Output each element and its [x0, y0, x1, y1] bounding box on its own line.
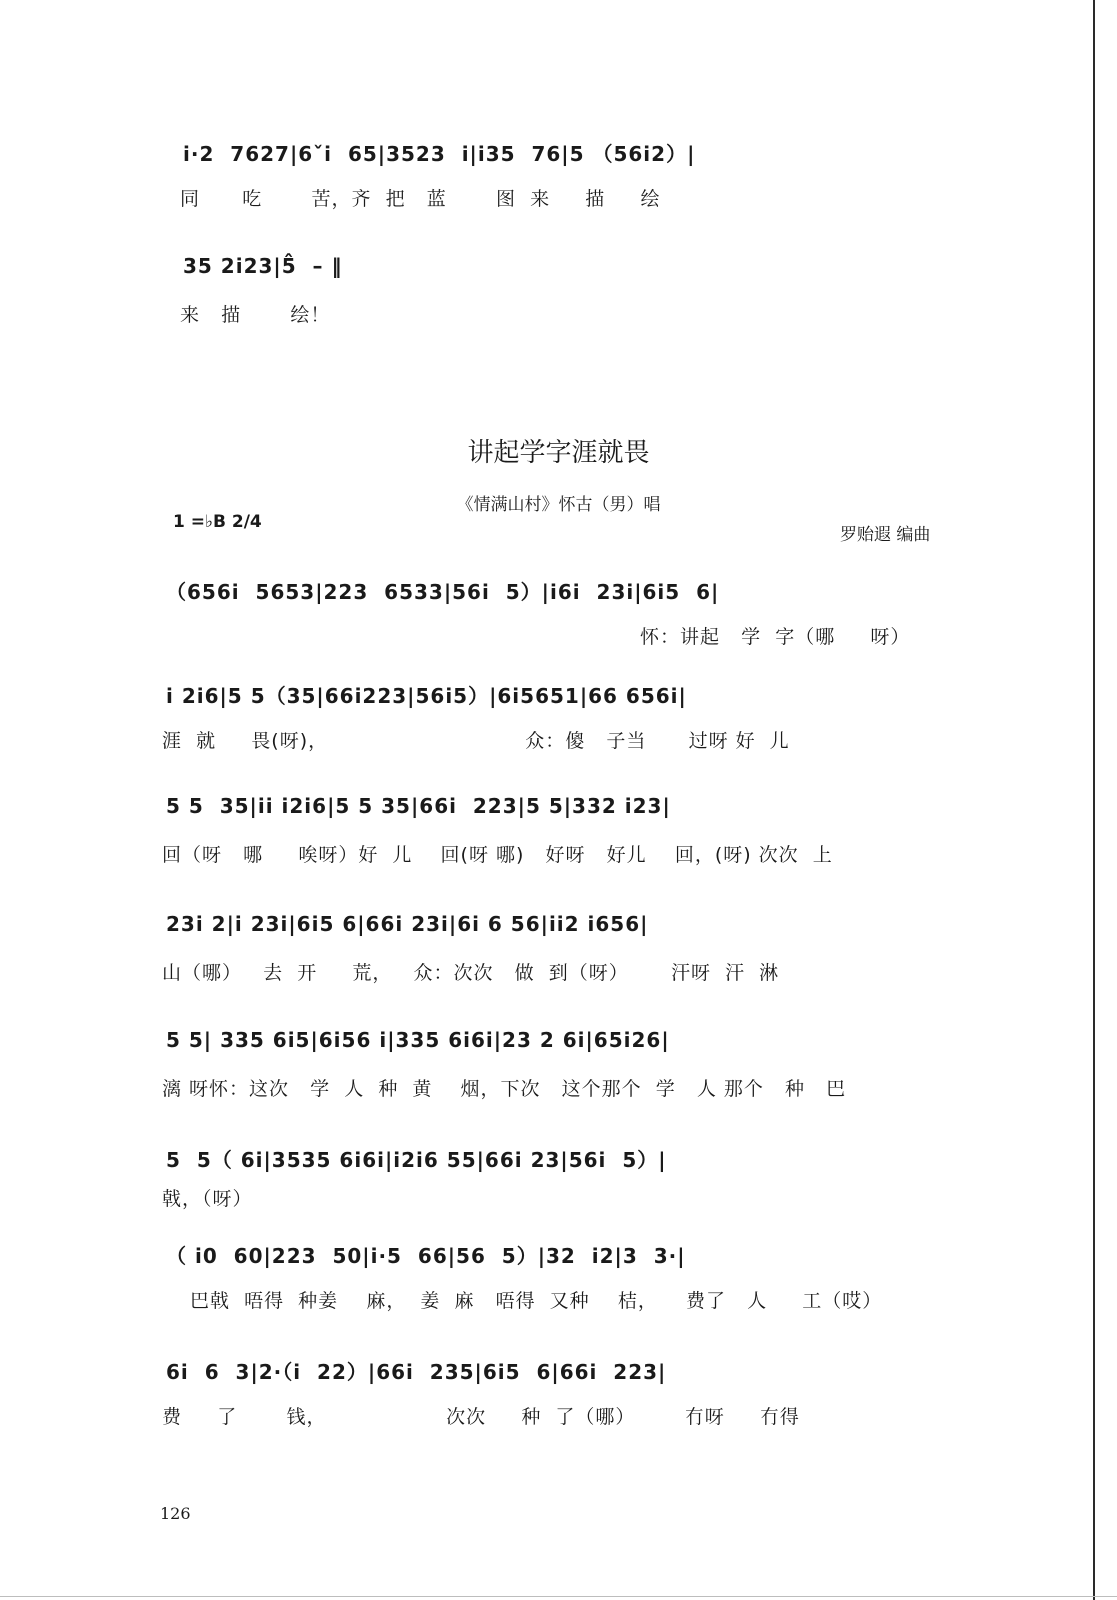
- jianpu-notes: 6i 6 3|2·（i 22）|66i 235|6i5 6|66i 223|: [166, 1360, 667, 1384]
- jianpu-notes: 35 2i23|5̂ – ‖: [183, 254, 343, 278]
- lyrics: 同 吃 苦，齐 把 蓝 图 来 描 绘: [180, 188, 661, 210]
- song-title: 讲起学字涯就畏: [467, 438, 650, 468]
- lyrics: 山（哪） 去 开 荒， 众：次次 做 到（呀） 汗呀 汗 淋: [162, 962, 780, 984]
- lyrics: 回（呀 哪 唉呀）好 儿 回(呀 哪) 好呀 好儿 回，(呀) 次次 上: [162, 844, 833, 866]
- jianpu-notes: 23i 2|i 23i|6i5 6|66i 23i|6i 6 56|ii2 i656|: [166, 912, 649, 936]
- lyrics: 巴戟 唔得 种姜 麻， 姜 麻 唔得 又种 桔， 费了 人 工（哎）: [190, 1290, 883, 1312]
- lyrics: 怀：讲起 学 字（哪 呀）: [640, 626, 911, 648]
- jianpu-notes: （656i 5653|223 6533|56i 5）|i6i 23i|6i5 6|: [166, 580, 720, 604]
- lyrics: 费 了 钱， 次次 种 了（哪） 冇呀 冇得: [162, 1406, 800, 1428]
- lyrics: 涯 就 畏(呀)， 众：傻 子当 过呀 好 儿: [162, 730, 790, 752]
- scan-bottom-edge: [0, 1596, 1117, 1597]
- jianpu-notes: i 2i6|5 5（35|66i223|56i5）|6i5651|66 656i|: [166, 684, 687, 708]
- lyrics: 来 描 绘！: [180, 304, 331, 326]
- lyrics: 漓 呀怀：这次 学 人 种 黄 烟，下次 这个那个 学 人 那个 种 巴: [162, 1078, 847, 1100]
- lyrics: 戟，（呀）: [162, 1188, 253, 1210]
- jianpu-notes: （ i0 60|223 50|i·5 66|56 5）|32 i2|3 3·|: [166, 1244, 686, 1268]
- song-subtitle: 《情满山村》怀古（男）唱: [456, 495, 661, 515]
- jianpu-notes: 5 5（ 6i|3535 6i6i|i2i6 55|66i 23|56i 5）|: [166, 1148, 667, 1172]
- key-signature: 1 =♭B 2/4: [173, 512, 262, 532]
- composer-credit: 罗贻遐 编曲: [840, 525, 931, 545]
- jianpu-notes: 5 5| 335 6i5|6i56 i|335 6i6i|23 2 6i|65i26|: [166, 1028, 670, 1052]
- page-edge-rule: [1093, 0, 1095, 1600]
- jianpu-notes: 5 5 35|ii i2i6|5 5 35|66i 223|5 5|332 i23|: [166, 794, 671, 818]
- page-number: 126: [160, 1504, 191, 1523]
- jianpu-notes: i·2 7627|6ˇi 65|3523 i|i35 76|5 （56i2）|: [183, 142, 696, 166]
